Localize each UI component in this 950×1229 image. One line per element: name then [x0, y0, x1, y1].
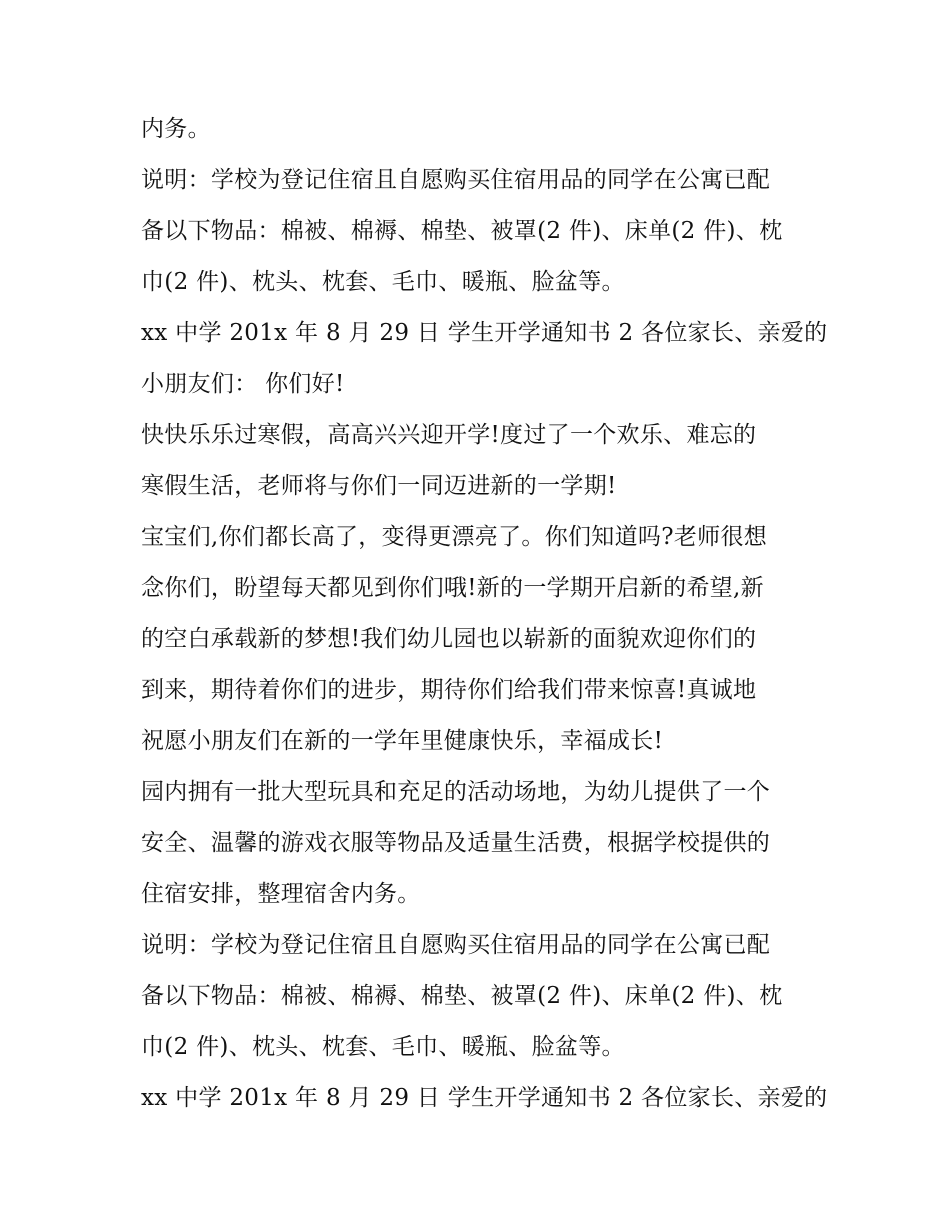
text-line: 快快乐乐过寒假，高高兴兴迎开学!度过了一个欢乐、难忘的: [141, 422, 757, 448]
text-line: 念你们，盼望每天都见到你们哦!新的一学期开启新的希望,新: [141, 575, 764, 601]
text-line: 备以下物品：棉被、棉褥、棉垫、被罩(2 件)、床单(2 件)、枕: [141, 983, 783, 1009]
text-line: 宝宝们,你们都长高了，变得更漂亮了。你们知道吗?老师很想: [141, 524, 768, 550]
text-line: 内务。: [141, 116, 211, 142]
text-line: 巾(2 件)、枕头、枕套、毛巾、暖瓶、脸盆等。: [141, 1034, 625, 1060]
text-line: 说明：学校为登记住宿且自愿购买住宿用品的同学在公寓已配: [141, 932, 771, 958]
text-line: 巾(2 件)、枕头、枕套、毛巾、暖瓶、脸盆等。: [141, 269, 625, 295]
text-line: 寒假生活，老师将与你们一同迈进新的一学期!: [141, 473, 617, 499]
text-line: 安全、温馨的游戏衣服等物品及适量生活费，根据学校提供的: [141, 830, 771, 856]
text-line: 住宿安排，整理宿舍内务。: [141, 881, 421, 907]
text-line: 到来，期待着你们的进步，期待你们给我们带来惊喜!真诚地: [141, 677, 757, 703]
text-line: 园内拥有一批大型玩具和充足的活动场地，为幼儿提供了一个: [141, 779, 771, 805]
text-line: 的空白承载新的梦想!我们幼儿园也以崭新的面貌欢迎你们的: [141, 626, 757, 652]
text-line: 祝愿小朋友们在新的一学年里健康快乐，幸福成长!: [141, 728, 664, 754]
text-line: 备以下物品：棉被、棉褥、棉垫、被罩(2 件)、床单(2 件)、枕: [141, 218, 783, 244]
text-line: xx 中学 201x 年 8 月 29 日 学生开学通知书 2 各位家长、亲爱的: [141, 1085, 828, 1111]
text-line: 小朋友们： 你们好!: [141, 371, 345, 397]
text-line: 说明：学校为登记住宿且自愿购买住宿用品的同学在公寓已配: [141, 167, 771, 193]
document-body: [141, 104, 828, 1124]
text-line: xx 中学 201x 年 8 月 29 日 学生开学通知书 2 各位家长、亲爱的: [141, 320, 828, 346]
